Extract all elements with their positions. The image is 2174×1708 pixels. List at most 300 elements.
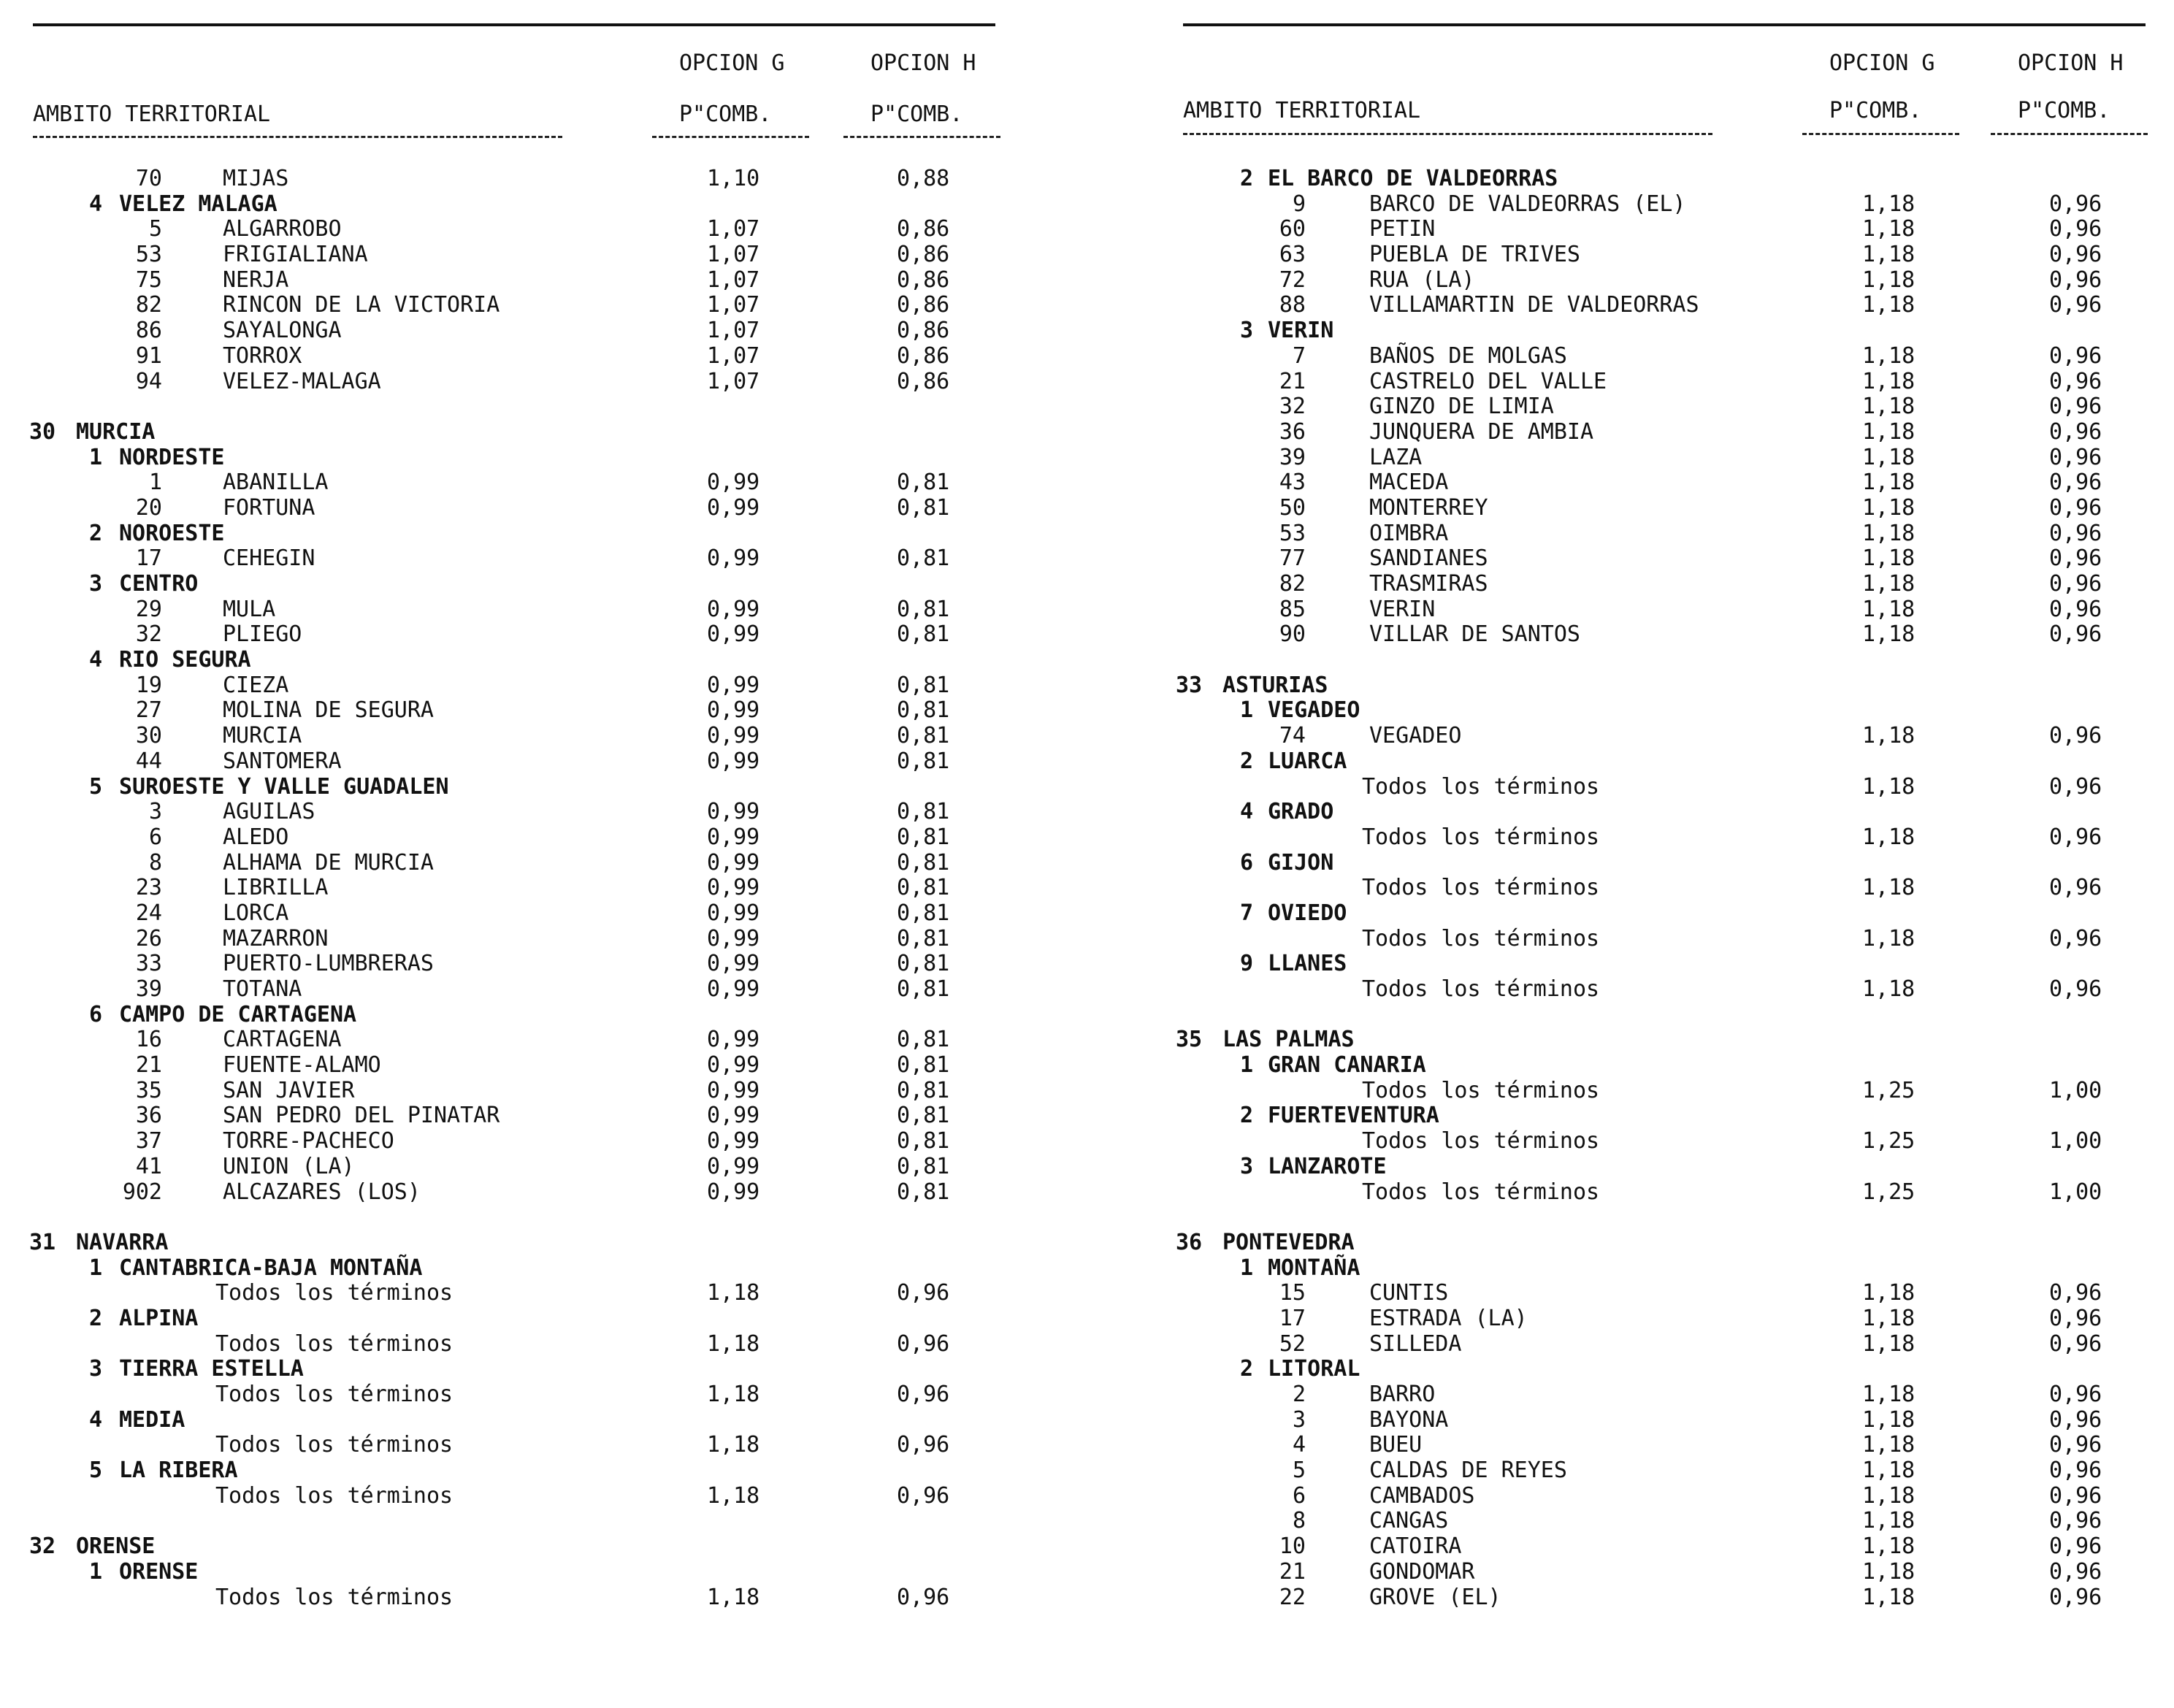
municipality-code: 22 (1279, 1584, 1306, 1610)
province-row (0, 1534, 1037, 1560)
option-g-value: 1,18 (1862, 267, 1915, 293)
municipality-row (1147, 242, 2169, 268)
option-g-value: 0,99 (707, 951, 760, 977)
municipality-row (1147, 1560, 2169, 1585)
municipality-row (0, 369, 1037, 395)
municipality-code: 8 (1292, 1508, 1306, 1534)
comarca-code: 2 (1240, 1103, 1254, 1129)
municipality-name: VILLAMARTIN DE VALDEORRAS (1369, 292, 1699, 318)
comarca-row (0, 1560, 1037, 1585)
municipality-code: 6 (148, 824, 162, 850)
option-g-value: 0,99 (707, 1027, 760, 1053)
municipality-name: PUERTO-LUMBRERAS (223, 951, 434, 977)
comarca-row (0, 648, 1037, 673)
municipality-code: 902 (122, 1179, 162, 1205)
municipality-code: 26 (135, 925, 162, 951)
municipality-code: 2 (1292, 1382, 1306, 1407)
comarca-row (1147, 1154, 2169, 1180)
municipality-row (1147, 1509, 2169, 1534)
municipality-name: GONDOMAR (1369, 1558, 1475, 1585)
comarca-code: 2 (1240, 166, 1254, 191)
municipality-code: 27 (135, 697, 162, 724)
all-terms-label: Todos los términos (215, 1280, 453, 1306)
comarca-name: LLANES (1268, 951, 1347, 977)
municipality-name: JUNQUERA DE AMBIA (1369, 418, 1594, 445)
comarca-code: 1 (1240, 697, 1254, 724)
comarca-name: LUARCA (1268, 748, 1347, 774)
option-g-value: 1,18 (1862, 571, 1915, 597)
option-h-value: 0,96 (2049, 1584, 2102, 1610)
option-h-value: 0,96 (2049, 976, 2102, 1002)
municipality-name: SAYALONGA (223, 318, 342, 344)
municipality-row (0, 1154, 1037, 1180)
comarca-name: FUERTEVENTURA (1268, 1103, 1439, 1129)
municipality-code: 21 (1279, 1558, 1306, 1585)
all-terms-row (0, 1484, 1037, 1509)
municipality-code: 39 (135, 976, 162, 1002)
comarca-code: 5 (89, 773, 103, 800)
all-terms-label: Todos los términos (1362, 773, 1600, 800)
comarca-name: LA RIBERA (119, 1458, 238, 1484)
option-h-value: 0,96 (2049, 773, 2102, 800)
option-h-value: 0,96 (2049, 1508, 2102, 1534)
municipality-name: MIJAS (223, 166, 289, 191)
municipality-code: 50 (1279, 494, 1306, 521)
municipality-name: SAN PEDRO DEL PINATAR (223, 1103, 500, 1129)
municipality-name: ALEDO (223, 824, 289, 850)
comarca-row (0, 775, 1037, 800)
comarca-name: CENTRO (119, 571, 199, 597)
municipality-name: PETIN (1369, 216, 1436, 242)
municipality-code: 24 (135, 900, 162, 926)
comarca-name: CAMPO DE CARTAGENA (119, 1001, 357, 1027)
comarca-row (1147, 1053, 2169, 1079)
comarca-row (0, 1408, 1037, 1433)
option-g-value: 0,99 (707, 1128, 760, 1154)
col-h-subtitle: P"COMB. (870, 102, 963, 127)
municipality-row (0, 268, 1037, 294)
municipality-name: FUENTE-ALAMO (223, 1052, 381, 1079)
municipality-row (0, 876, 1037, 901)
option-h-value: 0,96 (2049, 1432, 2102, 1458)
municipality-name: CASTRELO DEL VALLE (1369, 368, 1607, 394)
option-h-value: 0,96 (2049, 292, 2102, 318)
all-terms-row (1147, 775, 2169, 800)
municipality-code: 85 (1279, 596, 1306, 622)
option-h-value: 0,81 (897, 951, 950, 977)
comarca-row (1147, 1256, 2169, 1282)
option-g-value: 1,18 (1862, 394, 1915, 420)
province-row (1147, 1230, 2169, 1256)
municipality-name: VILLAR DE SANTOS (1369, 621, 1580, 648)
municipality-row (1147, 1458, 2169, 1484)
comarca-row (0, 572, 1037, 597)
comarca-row (1147, 951, 2169, 977)
territory-table (0, 166, 1037, 1610)
option-h-value: 0,96 (2049, 394, 2102, 420)
option-h-value: 0,81 (897, 1052, 950, 1079)
comarca-name: TIERRA ESTELLA (119, 1356, 304, 1382)
option-g-value: 1,18 (1862, 418, 1915, 445)
municipality-code: 17 (135, 545, 162, 572)
option-g-value: 1,18 (1862, 1558, 1915, 1585)
option-g-value: 1,18 (1862, 596, 1915, 622)
municipality-name: LORCA (223, 900, 289, 926)
option-g-value: 1,18 (1862, 1280, 1915, 1306)
municipality-code: 3 (1292, 1406, 1306, 1433)
municipality-row (1147, 724, 2169, 749)
province-name: NAVARRA (76, 1229, 169, 1255)
municipality-name: FRIGIALIANA (223, 242, 368, 268)
all-terms-row (1147, 1180, 2169, 1206)
comarca-row (0, 1306, 1037, 1332)
municipality-code: 1 (148, 470, 162, 496)
option-h-value: 0,86 (897, 318, 950, 344)
option-g-value: 0,99 (707, 672, 760, 698)
comarca-code: 3 (1240, 318, 1254, 344)
col-h-subtitle: P"COMB. (2018, 98, 2110, 123)
all-terms-row (1147, 927, 2169, 952)
comarca-name: LITORAL (1268, 1356, 1360, 1382)
comarca-name: GRADO (1268, 799, 1334, 825)
all-terms-label: Todos los términos (1362, 925, 1600, 951)
municipality-code: 21 (1279, 368, 1306, 394)
comarca-code: 3 (89, 571, 103, 597)
municipality-name: BUEU (1369, 1432, 1423, 1458)
municipality-name: UNION (LA) (223, 1153, 355, 1179)
municipality-row (1147, 521, 2169, 547)
municipality-code: 9 (1292, 191, 1306, 217)
all-terms-label: Todos los términos (1362, 976, 1600, 1002)
province-code: 31 (29, 1229, 56, 1255)
province-name: LAS PALMAS (1222, 1027, 1355, 1053)
municipality-row (0, 698, 1037, 724)
option-h-value: 0,96 (2049, 520, 2102, 546)
col-h-title: OPCION H (870, 50, 976, 76)
municipality-row (1147, 394, 2169, 420)
comarca-name: ALPINA (119, 1305, 199, 1331)
municipality-row (0, 1053, 1037, 1079)
municipality-row (1147, 622, 2169, 648)
col-g-title: OPCION G (679, 50, 785, 76)
option-h-value: 0,81 (897, 723, 950, 749)
option-g-value: 1,07 (707, 242, 760, 268)
all-terms-label: Todos los términos (1362, 1077, 1600, 1103)
municipality-row (0, 1129, 1037, 1154)
option-h-value: 0,81 (897, 1103, 950, 1129)
municipality-code: 37 (135, 1128, 162, 1154)
all-terms-label: Todos los términos (215, 1482, 453, 1509)
municipality-code: 74 (1279, 723, 1306, 749)
option-g-value: 1,18 (1862, 1330, 1915, 1357)
option-g-value: 0,99 (707, 621, 760, 648)
comarca-row (1147, 166, 2169, 192)
comarca-code: 9 (1240, 951, 1254, 977)
municipality-code: 23 (135, 875, 162, 901)
all-terms-label: Todos los términos (215, 1382, 453, 1407)
province-row (0, 1230, 1037, 1256)
municipality-row (0, 1079, 1037, 1104)
municipality-code: 52 (1279, 1330, 1306, 1357)
municipality-name: ESTRADA (LA) (1369, 1305, 1528, 1331)
comarca-row (1147, 698, 2169, 724)
municipality-name: SANDIANES (1369, 545, 1488, 572)
municipality-code: 70 (135, 166, 162, 191)
option-h-value: 1,00 (2049, 1128, 2102, 1154)
province-name: PONTEVEDRA (1222, 1229, 1355, 1255)
spacer-row (1147, 1205, 2169, 1230)
municipality-code: 63 (1279, 242, 1306, 268)
municipality-row (0, 496, 1037, 521)
header-dash-rule (652, 136, 809, 138)
col-h-title: OPCION H (2018, 50, 2124, 76)
municipality-row (0, 344, 1037, 369)
comarca-name: ORENSE (119, 1558, 199, 1585)
option-h-value: 0,81 (897, 849, 950, 876)
municipality-name: CANGAS (1369, 1508, 1449, 1534)
option-g-value: 0,99 (707, 1179, 760, 1205)
option-g-value: 0,99 (707, 824, 760, 850)
option-h-value: 0,96 (2049, 875, 2102, 901)
municipality-code: 75 (135, 267, 162, 293)
comarca-name: RIO SEGURA (119, 647, 251, 673)
comarca-code: 2 (1240, 1356, 1254, 1382)
all-terms-row (1147, 876, 2169, 901)
municipality-name: MACEDA (1369, 470, 1449, 496)
option-g-value: 1,18 (1862, 494, 1915, 521)
option-h-value: 0,96 (2049, 1558, 2102, 1585)
option-g-value: 1,18 (1862, 242, 1915, 268)
option-h-value: 0,96 (2049, 723, 2102, 749)
option-h-value: 0,96 (2049, 1382, 2102, 1407)
option-h-value: 0,86 (897, 242, 950, 268)
comarca-name: VEGADEO (1268, 697, 1360, 724)
option-h-value: 0,81 (897, 1128, 950, 1154)
municipality-row (1147, 1585, 2169, 1611)
municipality-name: SANTOMERA (223, 748, 342, 774)
municipality-row (0, 293, 1037, 318)
municipality-name: MULA (223, 596, 276, 622)
option-h-value: 0,81 (897, 748, 950, 774)
municipality-name: ALCAZARES (LOS) (223, 1179, 421, 1205)
territory-table (1147, 166, 2169, 1610)
option-g-value: 1,18 (1862, 444, 1915, 470)
comarca-name: GIJON (1268, 849, 1334, 876)
comarca-row (0, 1256, 1037, 1282)
municipality-name: BAYONA (1369, 1406, 1449, 1433)
option-h-value: 0,81 (897, 697, 950, 724)
province-code: 36 (1176, 1229, 1203, 1255)
option-g-value: 1,18 (1862, 1406, 1915, 1433)
option-h-value: 0,96 (2049, 1533, 2102, 1560)
municipality-name: FORTUNA (223, 494, 315, 521)
option-h-value: 0,81 (897, 494, 950, 521)
municipality-row (1147, 546, 2169, 572)
municipality-code: 41 (135, 1153, 162, 1179)
municipality-row (1147, 217, 2169, 242)
col-territory-header: AMBITO TERRITORIAL (33, 102, 271, 127)
option-g-value: 1,18 (1862, 292, 1915, 318)
option-g-value: 0,99 (707, 849, 760, 876)
comarca-code: 1 (89, 1255, 103, 1281)
municipality-name: CUNTIS (1369, 1280, 1449, 1306)
option-h-value: 0,96 (2049, 1406, 2102, 1433)
comarca-row (0, 1003, 1037, 1028)
municipality-code: 5 (148, 216, 162, 242)
option-g-value: 0,99 (707, 925, 760, 951)
comarca-row (0, 1357, 1037, 1382)
top-rule (1183, 23, 2146, 26)
option-h-value: 0,86 (897, 292, 950, 318)
municipality-row (1147, 344, 2169, 369)
all-terms-row (0, 1332, 1037, 1357)
option-h-value: 0,86 (897, 216, 950, 242)
municipality-name: OIMBRA (1369, 520, 1449, 546)
comarca-name: GRAN CANARIA (1268, 1052, 1426, 1079)
municipality-row (0, 242, 1037, 268)
option-h-value: 0,96 (897, 1432, 950, 1458)
province-name: ASTURIAS (1222, 672, 1328, 698)
municipality-code: 77 (1279, 545, 1306, 572)
option-g-value: 1,18 (1862, 925, 1915, 951)
municipality-row (0, 1180, 1037, 1206)
comarca-row (0, 192, 1037, 218)
municipality-name: RUA (LA) (1369, 267, 1475, 293)
municipality-row (1147, 1534, 2169, 1560)
comarca-code: 3 (1240, 1153, 1254, 1179)
municipality-code: 53 (135, 242, 162, 268)
municipality-code: 30 (135, 723, 162, 749)
comarca-code: 1 (1240, 1052, 1254, 1079)
municipality-row (1147, 420, 2169, 445)
comarca-name: OVIEDO (1268, 900, 1347, 926)
option-g-value: 1,07 (707, 267, 760, 293)
municipality-code: 86 (135, 318, 162, 344)
option-g-value: 0,99 (707, 799, 760, 825)
comarca-name: MEDIA (119, 1406, 185, 1433)
municipality-code: 15 (1279, 1280, 1306, 1306)
option-g-value: 1,18 (707, 1330, 760, 1357)
option-g-value: 1,25 (1862, 1179, 1915, 1205)
header-dash-rule (1802, 133, 1959, 135)
spacer-row (0, 1205, 1037, 1230)
municipality-row (0, 851, 1037, 876)
comarca-row (1147, 851, 2169, 876)
municipality-row (1147, 192, 2169, 218)
municipality-row (0, 825, 1037, 851)
municipality-row (0, 597, 1037, 623)
municipality-name: TRASMIRAS (1369, 571, 1488, 597)
option-h-value: 0,96 (2049, 342, 2102, 369)
option-h-value: 0,96 (2049, 545, 2102, 572)
municipality-row (0, 749, 1037, 775)
option-h-value: 0,96 (2049, 418, 2102, 445)
header-dash-rule (1183, 133, 1712, 135)
municipality-code: 3 (148, 799, 162, 825)
left-page (0, 0, 1037, 1708)
option-h-value: 0,96 (2049, 1458, 2102, 1484)
option-h-value: 0,96 (897, 1382, 950, 1407)
municipality-code: 20 (135, 494, 162, 521)
comarca-row (1147, 1103, 2169, 1129)
municipality-code: 7 (1292, 342, 1306, 369)
municipality-name: ALGARROBO (223, 216, 342, 242)
municipality-row (1147, 293, 2169, 318)
municipality-row (0, 546, 1037, 572)
option-g-value: 1,18 (1862, 824, 1915, 850)
option-h-value: 0,81 (897, 470, 950, 496)
municipality-row (1147, 1433, 2169, 1458)
all-terms-row (1147, 825, 2169, 851)
province-name: ORENSE (76, 1533, 156, 1560)
all-terms-row (0, 1281, 1037, 1306)
municipality-code: 36 (135, 1103, 162, 1129)
municipality-row (0, 977, 1037, 1003)
option-g-value: 1,10 (707, 166, 760, 191)
option-g-value: 1,18 (1862, 976, 1915, 1002)
comarca-row (1147, 318, 2169, 344)
municipality-name: BAÑOS DE MOLGAS (1369, 342, 1567, 369)
option-g-value: 1,07 (707, 342, 760, 369)
municipality-name: MOLINA DE SEGURA (223, 697, 434, 724)
municipality-row (0, 800, 1037, 825)
option-g-value: 0,99 (707, 596, 760, 622)
comarca-name: SUROESTE Y VALLE GUADALEN (119, 773, 449, 800)
option-h-value: 0,81 (897, 1027, 950, 1053)
option-h-value: 0,96 (2049, 1482, 2102, 1509)
all-terms-label: Todos los términos (1362, 1128, 1600, 1154)
col-g-subtitle: P"COMB. (1829, 98, 1922, 123)
top-rule (33, 23, 995, 26)
option-h-value: 0,96 (2049, 621, 2102, 648)
option-h-value: 0,81 (897, 799, 950, 825)
comarca-code: 2 (1240, 748, 1254, 774)
option-h-value: 0,88 (897, 166, 950, 191)
option-g-value: 0,99 (707, 875, 760, 901)
option-h-value: 0,96 (2049, 191, 2102, 217)
municipality-row (1147, 1408, 2169, 1433)
municipality-code: 19 (135, 672, 162, 698)
municipality-row (0, 1027, 1037, 1053)
option-h-value: 0,96 (2049, 596, 2102, 622)
municipality-name: BARCO DE VALDEORRAS (EL) (1369, 191, 1686, 217)
province-row (1147, 1027, 2169, 1053)
option-h-value: 0,96 (2049, 925, 2102, 951)
municipality-name: SAN JAVIER (223, 1077, 355, 1103)
municipality-row (1147, 470, 2169, 496)
municipality-name: GROVE (EL) (1369, 1584, 1501, 1610)
option-g-value: 1,18 (1862, 773, 1915, 800)
option-g-value: 1,18 (1862, 1382, 1915, 1407)
option-g-value: 1,18 (1862, 875, 1915, 901)
municipality-code: 44 (135, 748, 162, 774)
option-h-value: 0,96 (2049, 267, 2102, 293)
option-h-value: 0,81 (897, 976, 950, 1002)
option-g-value: 0,99 (707, 1153, 760, 1179)
all-terms-label: Todos los términos (215, 1584, 453, 1610)
all-terms-row (1147, 977, 2169, 1003)
option-g-value: 0,99 (707, 1103, 760, 1129)
municipality-row (1147, 369, 2169, 395)
option-h-value: 0,86 (897, 368, 950, 394)
municipality-code: 8 (148, 849, 162, 876)
municipality-row (0, 673, 1037, 699)
municipality-name: BARRO (1369, 1382, 1436, 1407)
municipality-code: 39 (1279, 444, 1306, 470)
municipality-row (0, 927, 1037, 952)
option-h-value: 0,96 (2049, 470, 2102, 496)
province-row (0, 420, 1037, 445)
